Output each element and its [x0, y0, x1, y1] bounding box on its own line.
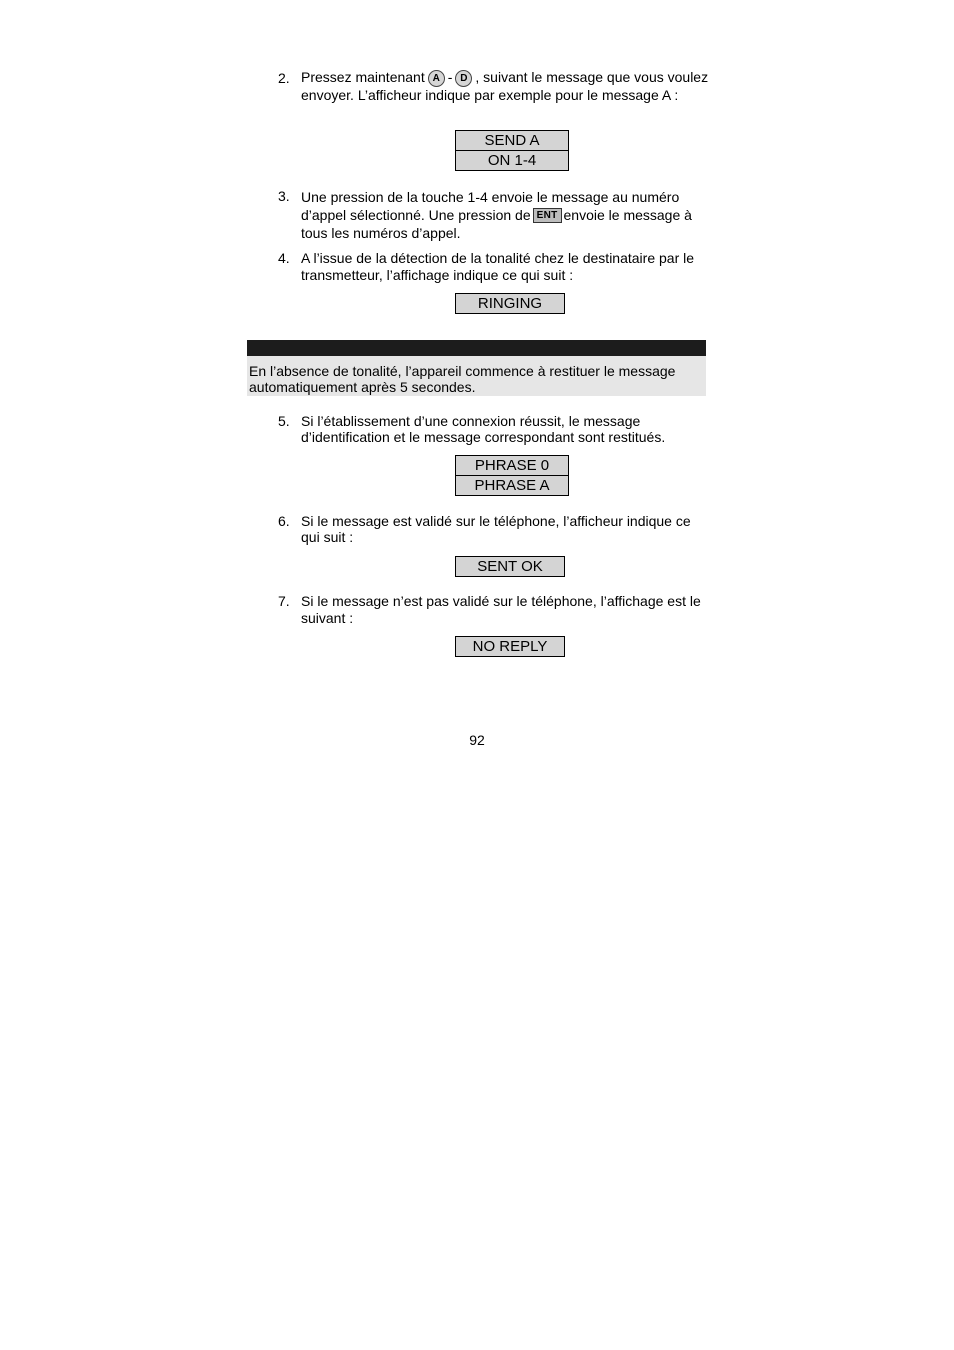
key-a-icon: A: [428, 70, 445, 87]
step-text: Si le message n’est pas validé sur le téléphone, l’affichage est le suivant :: [301, 593, 701, 626]
lcd-line-1: NO REPLY: [472, 638, 548, 655]
lcd-line-2: PHRASE A: [456, 475, 568, 495]
key-d-icon: D: [455, 70, 472, 87]
lcd-display-sent-ok: [455, 556, 565, 577]
ent-key-icon: ENT: [533, 208, 562, 223]
step-number: 7.: [278, 593, 290, 609]
note-box: [247, 356, 706, 396]
page-number: 92: [469, 732, 485, 748]
step-number: 5.: [278, 413, 290, 429]
lcd-line-1: SEND A: [484, 132, 540, 149]
lcd-line-1: RINGING: [477, 295, 543, 312]
lcd-line-2: ON 1-4: [456, 150, 568, 170]
note-header-bar: [247, 340, 706, 356]
step-number: 2.: [278, 70, 290, 86]
step-text: A l’issue de la détection de la tonalité chez le destinataire par le transmetteur, l’affichage indique ce qui suit :: [301, 250, 695, 283]
step-text: Une pression de la touche 1-4 envoie le message au numéro d’appel sélectionné. Une pression de ENT envoie le message à tous les numéros d’appel.: [301, 189, 692, 241]
note-text: En l’absence de tonalité, l’appareil commence à restituer le message automatiquement après 5 secondes.: [249, 363, 676, 395]
step-number: 6.: [278, 513, 290, 529]
lcd-display-no-reply: [455, 636, 565, 657]
step-number: 3.: [278, 188, 290, 204]
lcd-display-send: [455, 130, 569, 171]
lcd-display-phrase: [455, 455, 569, 496]
lcd-line-1: PHRASE 0: [474, 457, 550, 474]
step-text: Si le message est validé sur le téléphone, l’afficheur indique ce qui suit :: [301, 513, 691, 545]
lcd-display-ringing: [455, 293, 565, 314]
step-text: Si l’établissement d’une connexion réussit, le message d’identification et le message correspondant sont restitués.: [301, 413, 666, 445]
step-number: 4.: [278, 250, 290, 266]
step-text: Pressez maintenant A - D , suivant le message que vous voulez envoyer. L’afficheur indique par exemple pour le message A :: [301, 69, 709, 103]
lcd-line-1: SENT OK: [477, 558, 543, 575]
